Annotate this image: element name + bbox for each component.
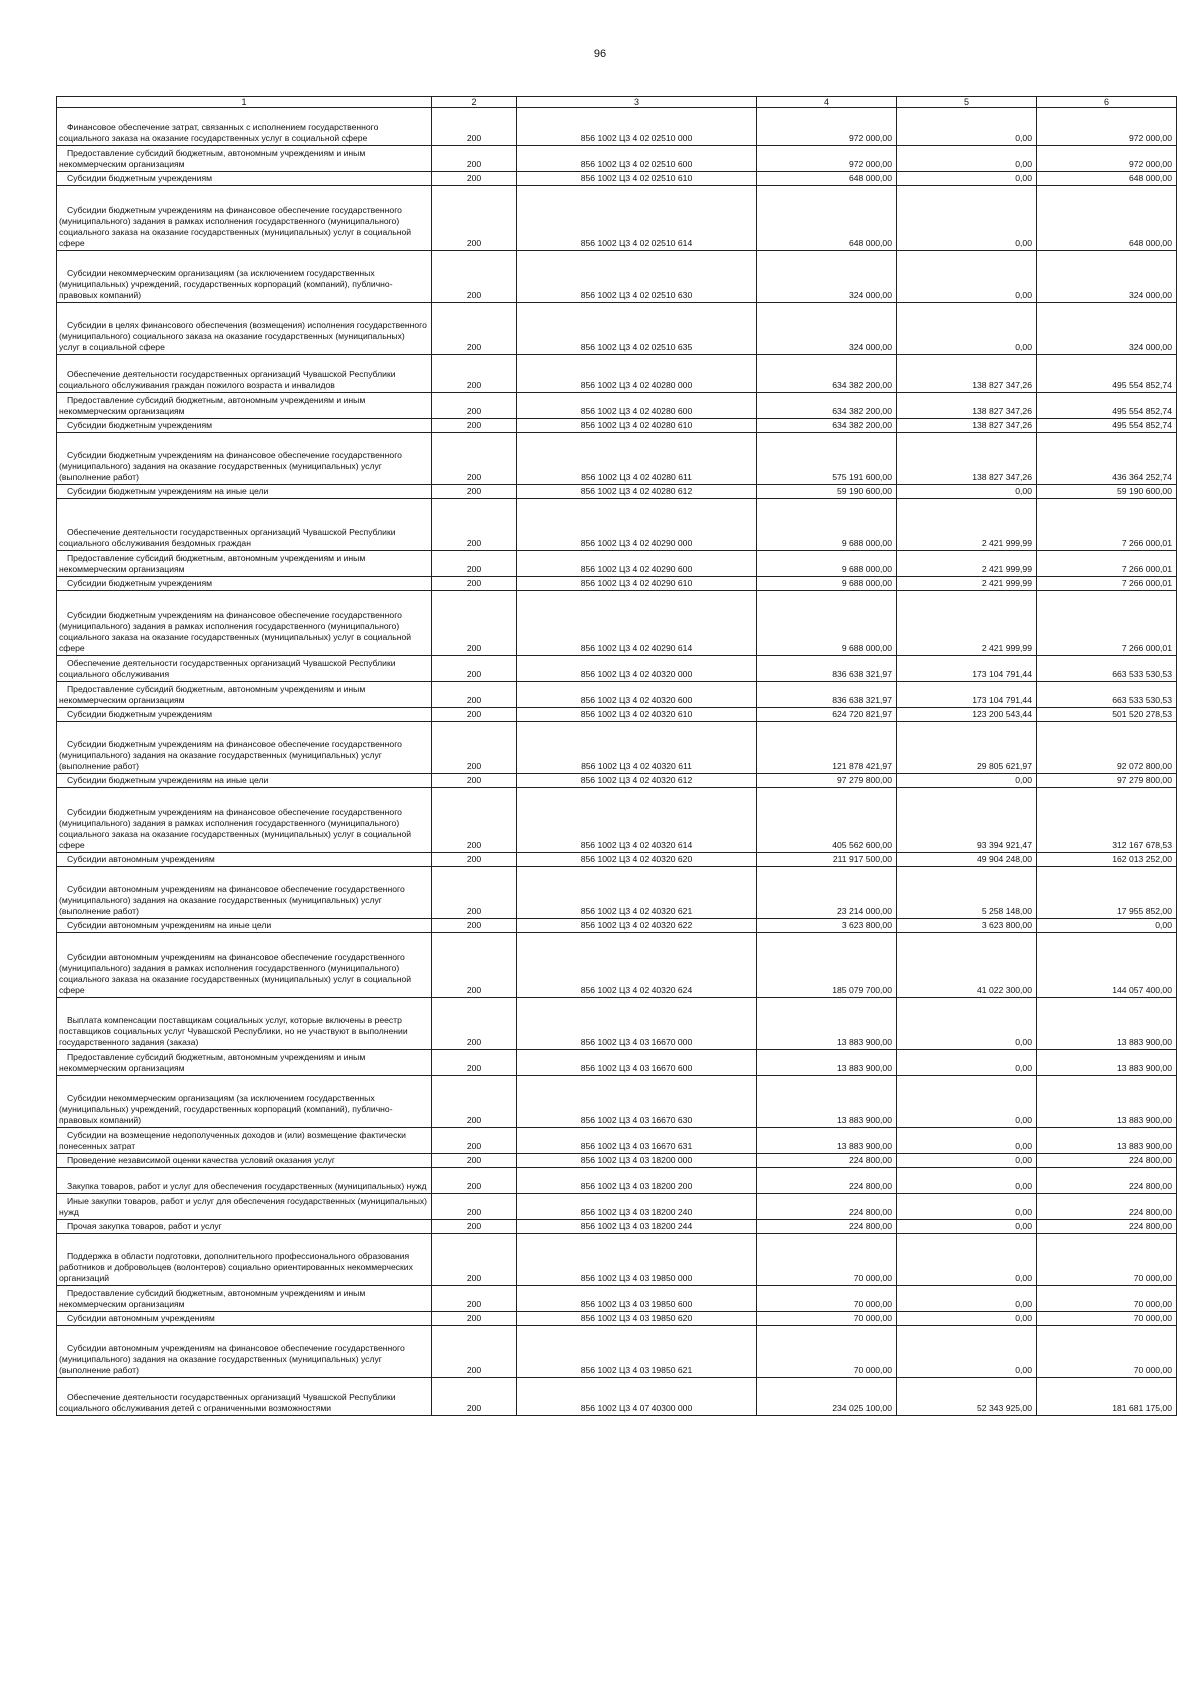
- table-row: [57, 774, 1177, 788]
- row-classification-cell: 856 1002 Ц3 4 02 40290 610: [517, 577, 757, 591]
- row-classification-cell: 856 1002 Ц3 4 02 02510 635: [517, 303, 757, 355]
- row-code-cell: 200: [432, 933, 517, 998]
- table-row: [57, 499, 1177, 551]
- row-classification-cell: 856 1002 Ц3 4 03 16670 000: [517, 998, 757, 1050]
- row-code-cell: 200: [432, 1050, 517, 1076]
- table-row: [57, 933, 1177, 998]
- row-classification-cell: 856 1002 Ц3 4 02 40320 620: [517, 853, 757, 867]
- row-remainder-cell: 13 883 900,00: [1037, 1050, 1177, 1076]
- table-row: [57, 656, 1177, 682]
- row-executed-cell: 93 394 921,47: [897, 788, 1037, 853]
- row-plan-cell: 648 000,00: [757, 186, 897, 251]
- row-executed-cell: 0,00: [897, 998, 1037, 1050]
- row-name-cell: Субсидии бюджетным учреждениям: [57, 419, 432, 433]
- row-executed-cell: 0,00: [897, 108, 1037, 146]
- row-plan-cell: 634 382 200,00: [757, 393, 897, 419]
- row-classification-cell: 856 1002 Ц3 4 02 40320 610: [517, 708, 757, 722]
- row-classification-cell: 856 1002 Ц3 4 03 16670 600: [517, 1050, 757, 1076]
- row-name-cell: Субсидии на возмещение недополученных доходов и (или) возмещение фактически понесенных затрат: [57, 1128, 432, 1154]
- row-name-cell: Прочая закупка товаров, работ и услуг: [57, 1220, 432, 1234]
- table-row: [57, 1076, 1177, 1128]
- row-remainder-cell: 324 000,00: [1037, 303, 1177, 355]
- row-plan-cell: 185 079 700,00: [757, 933, 897, 998]
- row-code-cell: 200: [432, 682, 517, 708]
- row-name-cell: Обеспечение деятельности государственных организаций Чувашской Республики социального обслуживания граждан пожилого возраста и инвалидов: [57, 355, 432, 393]
- row-plan-cell: 972 000,00: [757, 146, 897, 172]
- row-classification-cell: 856 1002 Ц3 4 02 40290 614: [517, 591, 757, 656]
- row-plan-cell: 121 878 421,97: [757, 722, 897, 774]
- row-name-cell: Субсидии бюджетным учреждениям на финансовое обеспечение государственного (муниципального) задания в рамках исполнения государственного (муниципального) социального заказа на оказание государственных (муниципальных) услуг в социальной сфере: [57, 186, 432, 251]
- row-code-cell: 200: [432, 722, 517, 774]
- row-executed-cell: 173 104 791,44: [897, 656, 1037, 682]
- row-name-cell: Субсидии бюджетным учреждениям на иные цели: [57, 485, 432, 499]
- row-name-cell: Предоставление субсидий бюджетным, автономным учреждениям и иным некоммерческим организациям: [57, 1286, 432, 1312]
- row-classification-cell: 856 1002 Ц3 4 02 02510 610: [517, 172, 757, 186]
- row-executed-cell: 0,00: [897, 1286, 1037, 1312]
- row-classification-cell: 856 1002 Ц3 4 02 40280 000: [517, 355, 757, 393]
- row-executed-cell: 0,00: [897, 1220, 1037, 1234]
- row-classification-cell: 856 1002 Ц3 4 03 18200 240: [517, 1194, 757, 1220]
- row-executed-cell: 2 421 999,99: [897, 591, 1037, 656]
- row-code-cell: 200: [432, 1220, 517, 1234]
- row-plan-cell: 211 917 500,00: [757, 853, 897, 867]
- row-name-cell: Иные закупки товаров, работ и услуг для обеспечения государственных (муниципальных) нужд: [57, 1194, 432, 1220]
- table-row: [57, 1286, 1177, 1312]
- row-executed-cell: 2 421 999,99: [897, 577, 1037, 591]
- table-row: [57, 146, 1177, 172]
- row-plan-cell: 224 800,00: [757, 1154, 897, 1168]
- page-number: 96: [593, 48, 607, 60]
- row-executed-cell: 138 827 347,26: [897, 355, 1037, 393]
- row-plan-cell: 324 000,00: [757, 251, 897, 303]
- row-remainder-cell: 501 520 278,53: [1037, 708, 1177, 722]
- row-remainder-cell: 13 883 900,00: [1037, 1128, 1177, 1154]
- row-remainder-cell: 495 554 852,74: [1037, 355, 1177, 393]
- table-row: [57, 485, 1177, 499]
- row-code-cell: 200: [432, 919, 517, 933]
- row-name-cell: Предоставление субсидий бюджетным, автономным учреждениям и иным некоммерческим организациям: [57, 1050, 432, 1076]
- table-row: [57, 708, 1177, 722]
- row-name-cell: Субсидии автономным учреждениям на иные цели: [57, 919, 432, 933]
- row-code-cell: 200: [432, 1154, 517, 1168]
- row-classification-cell: 856 1002 Ц3 4 03 18200 244: [517, 1220, 757, 1234]
- row-executed-cell: 0,00: [897, 186, 1037, 251]
- row-code-cell: 200: [432, 355, 517, 393]
- row-remainder-cell: 13 883 900,00: [1037, 998, 1177, 1050]
- row-code-cell: 200: [432, 146, 517, 172]
- row-name-cell: Субсидии бюджетным учреждениям: [57, 577, 432, 591]
- row-classification-cell: 856 1002 Ц3 4 02 02510 600: [517, 146, 757, 172]
- row-classification-cell: 856 1002 Ц3 4 03 19850 620: [517, 1312, 757, 1326]
- row-plan-cell: 70 000,00: [757, 1234, 897, 1286]
- row-code-cell: 200: [432, 1326, 517, 1378]
- row-plan-cell: 70 000,00: [757, 1286, 897, 1312]
- row-classification-cell: 856 1002 Ц3 4 02 40280 610: [517, 419, 757, 433]
- row-name-cell: Субсидии бюджетным учреждениям на финансовое обеспечение государственного (муниципального) задания в рамках исполнения государственного (муниципального) социального заказа на оказание государственных (муниципальных) услуг в социальной сфере: [57, 788, 432, 853]
- row-name-cell: Предоставление субсидий бюджетным, автономным учреждениям и иным некоммерческим организациям: [57, 551, 432, 577]
- table-row: [57, 419, 1177, 433]
- table-row: [57, 393, 1177, 419]
- row-classification-cell: 856 1002 Ц3 4 03 18200 000: [517, 1154, 757, 1168]
- row-remainder-cell: 972 000,00: [1037, 146, 1177, 172]
- row-remainder-cell: 97 279 800,00: [1037, 774, 1177, 788]
- row-code-cell: 200: [432, 1194, 517, 1220]
- table-row: [57, 1128, 1177, 1154]
- row-name-cell: Субсидии некоммерческим организациям (за исключением государственных (муниципальных) учреждений, государственных корпораций (компаний), публично-правовых компаний): [57, 251, 432, 303]
- row-remainder-cell: 181 681 175,00: [1037, 1378, 1177, 1416]
- row-classification-cell: 856 1002 Ц3 4 02 40320 612: [517, 774, 757, 788]
- row-classification-cell: 856 1002 Ц3 4 03 16670 631: [517, 1128, 757, 1154]
- row-remainder-cell: 324 000,00: [1037, 251, 1177, 303]
- row-remainder-cell: 224 800,00: [1037, 1154, 1177, 1168]
- row-plan-cell: 97 279 800,00: [757, 774, 897, 788]
- row-plan-cell: 13 883 900,00: [757, 1076, 897, 1128]
- row-classification-cell: 856 1002 Ц3 4 02 40320 622: [517, 919, 757, 933]
- header-cell: 5: [897, 97, 1037, 108]
- row-code-cell: 200: [432, 1378, 517, 1416]
- row-name-cell: Субсидии автономным учреждениям на финансовое обеспечение государственного (муниципального) задания на оказание государственных (муниципальных) услуг (выполнение работ): [57, 1326, 432, 1378]
- row-remainder-cell: 663 533 530,53: [1037, 656, 1177, 682]
- row-remainder-cell: 495 554 852,74: [1037, 393, 1177, 419]
- row-plan-cell: 70 000,00: [757, 1312, 897, 1326]
- row-plan-cell: 648 000,00: [757, 172, 897, 186]
- row-name-cell: Субсидии некоммерческим организациям (за исключением государственных (муниципальных) учреждений, государственных корпораций (компаний), публично-правовых компаний): [57, 1076, 432, 1128]
- row-executed-cell: 0,00: [897, 1154, 1037, 1168]
- table-row: [57, 1378, 1177, 1416]
- row-classification-cell: 856 1002 Ц3 4 02 40290 600: [517, 551, 757, 577]
- row-code-cell: 200: [432, 656, 517, 682]
- table-row: [57, 1312, 1177, 1326]
- row-name-cell: Проведение независимой оценки качества условий оказания услуг: [57, 1154, 432, 1168]
- row-name-cell: Предоставление субсидий бюджетным, автономным учреждениям и иным некоммерческим организациям: [57, 393, 432, 419]
- row-executed-cell: 0,00: [897, 1312, 1037, 1326]
- row-classification-cell: 856 1002 Ц3 4 02 40290 000: [517, 499, 757, 551]
- row-classification-cell: 856 1002 Ц3 4 02 40320 621: [517, 867, 757, 919]
- row-plan-cell: 224 800,00: [757, 1168, 897, 1194]
- row-executed-cell: 173 104 791,44: [897, 682, 1037, 708]
- row-executed-cell: 41 022 300,00: [897, 933, 1037, 998]
- row-name-cell: Субсидии бюджетным учреждениям: [57, 708, 432, 722]
- row-executed-cell: 0,00: [897, 1050, 1037, 1076]
- row-remainder-cell: 7 266 000,01: [1037, 551, 1177, 577]
- row-code-cell: 200: [432, 853, 517, 867]
- row-classification-cell: 856 1002 Ц3 4 02 02510 614: [517, 186, 757, 251]
- row-plan-cell: 23 214 000,00: [757, 867, 897, 919]
- row-classification-cell: 856 1002 Ц3 4 03 19850 000: [517, 1234, 757, 1286]
- row-plan-cell: 9 688 000,00: [757, 499, 897, 551]
- row-remainder-cell: 7 266 000,01: [1037, 591, 1177, 656]
- table-row: [57, 172, 1177, 186]
- row-remainder-cell: 7 266 000,01: [1037, 499, 1177, 551]
- row-code-cell: 200: [432, 1128, 517, 1154]
- row-executed-cell: 2 421 999,99: [897, 499, 1037, 551]
- row-executed-cell: 138 827 347,26: [897, 433, 1037, 485]
- header-cell: 2: [432, 97, 517, 108]
- row-classification-cell: 856 1002 Ц3 4 03 18200 200: [517, 1168, 757, 1194]
- row-code-cell: 200: [432, 774, 517, 788]
- row-name-cell: Субсидии бюджетным учреждениям: [57, 172, 432, 186]
- row-code-cell: 200: [432, 303, 517, 355]
- row-code-cell: 200: [432, 1234, 517, 1286]
- row-executed-cell: 49 904 248,00: [897, 853, 1037, 867]
- row-code-cell: 200: [432, 108, 517, 146]
- table-row: [57, 108, 1177, 146]
- row-remainder-cell: 224 800,00: [1037, 1194, 1177, 1220]
- header-cell: 4: [757, 97, 897, 108]
- table-row: [57, 682, 1177, 708]
- row-plan-cell: 972 000,00: [757, 108, 897, 146]
- row-plan-cell: 9 688 000,00: [757, 551, 897, 577]
- row-remainder-cell: 70 000,00: [1037, 1234, 1177, 1286]
- row-remainder-cell: 972 000,00: [1037, 108, 1177, 146]
- table-row: [57, 251, 1177, 303]
- row-plan-cell: 634 382 200,00: [757, 419, 897, 433]
- row-plan-cell: 9 688 000,00: [757, 577, 897, 591]
- row-code-cell: 200: [432, 1312, 517, 1326]
- table-row: [57, 433, 1177, 485]
- row-code-cell: 200: [432, 1286, 517, 1312]
- row-name-cell: Субсидии в целях финансового обеспечения (возмещения) исполнения государственного (муниципального) социального заказа на оказание государственных (муниципальных) услуг в социальной сфере: [57, 303, 432, 355]
- header-cell: 3: [517, 97, 757, 108]
- row-plan-cell: 13 883 900,00: [757, 1050, 897, 1076]
- header-cell: 1: [57, 97, 432, 108]
- row-plan-cell: 70 000,00: [757, 1326, 897, 1378]
- row-name-cell: Поддержка в области подготовки, дополнительного профессионального образования работников и добровольцев (волонтеров) социально ориентированных некоммерческих организаций: [57, 1234, 432, 1286]
- row-name-cell: Субсидии автономным учреждениям на финансовое обеспечение государственного (муниципального) задания на оказание государственных (муниципальных) услуг (выполнение работ): [57, 867, 432, 919]
- row-executed-cell: 3 623 800,00: [897, 919, 1037, 933]
- row-code-cell: 200: [432, 186, 517, 251]
- row-executed-cell: 52 343 925,00: [897, 1378, 1037, 1416]
- table-row: [57, 788, 1177, 853]
- row-remainder-cell: 70 000,00: [1037, 1326, 1177, 1378]
- row-name-cell: Обеспечение деятельности государственных организаций Чувашской Республики социального обслуживания бездомных граждан: [57, 499, 432, 551]
- row-plan-cell: 324 000,00: [757, 303, 897, 355]
- row-plan-cell: 13 883 900,00: [757, 998, 897, 1050]
- table-row: [57, 355, 1177, 393]
- row-plan-cell: 13 883 900,00: [757, 1128, 897, 1154]
- row-remainder-cell: 495 554 852,74: [1037, 419, 1177, 433]
- row-code-cell: 200: [432, 1168, 517, 1194]
- header-cell: 6: [1037, 97, 1177, 108]
- row-code-cell: 200: [432, 708, 517, 722]
- row-executed-cell: 5 258 148,00: [897, 867, 1037, 919]
- row-name-cell: Обеспечение деятельности государственных организаций Чувашской Республики социального обслуживания: [57, 656, 432, 682]
- row-name-cell: Закупка товаров, работ и услуг для обеспечения государственных (муниципальных) нужд: [57, 1168, 432, 1194]
- table-row: [57, 722, 1177, 774]
- row-name-cell: Выплата компенсации поставщикам социальных услуг, которые включены в реестр поставщиков социальных услуг Чувашской Республики, но не участвуют в выполнении государственного задания (заказа): [57, 998, 432, 1050]
- row-executed-cell: 0,00: [897, 303, 1037, 355]
- row-plan-cell: 9 688 000,00: [757, 591, 897, 656]
- table-row: [57, 998, 1177, 1050]
- row-classification-cell: 856 1002 Ц3 4 03 16670 630: [517, 1076, 757, 1128]
- row-executed-cell: 0,00: [897, 1128, 1037, 1154]
- row-plan-cell: 3 623 800,00: [757, 919, 897, 933]
- row-plan-cell: 59 190 600,00: [757, 485, 897, 499]
- row-code-cell: 200: [432, 788, 517, 853]
- row-remainder-cell: 648 000,00: [1037, 186, 1177, 251]
- row-plan-cell: 575 191 600,00: [757, 433, 897, 485]
- table-body: [57, 108, 1177, 1416]
- row-executed-cell: 123 200 543,44: [897, 708, 1037, 722]
- row-remainder-cell: 224 800,00: [1037, 1220, 1177, 1234]
- row-remainder-cell: 436 364 252,74: [1037, 433, 1177, 485]
- row-executed-cell: 0,00: [897, 172, 1037, 186]
- row-remainder-cell: 312 167 678,53: [1037, 788, 1177, 853]
- row-code-cell: 200: [432, 591, 517, 656]
- row-name-cell: Субсидии автономным учреждениям: [57, 1312, 432, 1326]
- row-remainder-cell: 224 800,00: [1037, 1168, 1177, 1194]
- row-code-cell: 200: [432, 867, 517, 919]
- table-row: [57, 853, 1177, 867]
- table-row: [57, 551, 1177, 577]
- table-row: [57, 1194, 1177, 1220]
- row-code-cell: 200: [432, 577, 517, 591]
- row-plan-cell: 224 800,00: [757, 1220, 897, 1234]
- row-classification-cell: 856 1002 Ц3 4 02 40280 611: [517, 433, 757, 485]
- row-code-cell: 200: [432, 499, 517, 551]
- row-name-cell: Субсидии автономным учреждениям на финансовое обеспечение государственного (муниципального) задания в рамках исполнения государственного (муниципального) социального заказа на оказание государственных (муниципальных) услуг в социальной сфере: [57, 933, 432, 998]
- row-remainder-cell: 70 000,00: [1037, 1286, 1177, 1312]
- row-code-cell: 200: [432, 551, 517, 577]
- row-code-cell: 200: [432, 172, 517, 186]
- row-classification-cell: 856 1002 Ц3 4 02 02510 000: [517, 108, 757, 146]
- row-plan-cell: 634 382 200,00: [757, 355, 897, 393]
- row-executed-cell: 0,00: [897, 1194, 1037, 1220]
- table-row: [57, 919, 1177, 933]
- row-plan-cell: 224 800,00: [757, 1194, 897, 1220]
- row-remainder-cell: 17 955 852,00: [1037, 867, 1177, 919]
- table-row: [57, 1050, 1177, 1076]
- row-plan-cell: 836 638 321,97: [757, 656, 897, 682]
- row-remainder-cell: 0,00: [1037, 919, 1177, 933]
- row-code-cell: 200: [432, 393, 517, 419]
- row-plan-cell: 405 562 600,00: [757, 788, 897, 853]
- row-name-cell: Предоставление субсидий бюджетным, автономным учреждениям и иным некоммерческим организациям: [57, 146, 432, 172]
- table-row: [57, 591, 1177, 656]
- row-executed-cell: 138 827 347,26: [897, 419, 1037, 433]
- row-executed-cell: 29 805 621,97: [897, 722, 1037, 774]
- row-classification-cell: 856 1002 Ц3 4 02 40320 611: [517, 722, 757, 774]
- table-row: [57, 867, 1177, 919]
- row-code-cell: 200: [432, 433, 517, 485]
- row-classification-cell: 856 1002 Ц3 4 02 40320 000: [517, 656, 757, 682]
- row-executed-cell: 0,00: [897, 146, 1037, 172]
- table-row: [57, 577, 1177, 591]
- budget-table: [56, 96, 1177, 1416]
- row-remainder-cell: 663 533 530,53: [1037, 682, 1177, 708]
- row-name-cell: Обеспечение деятельности государственных организаций Чувашской Республики социального обслуживания детей с ограниченными возможностями: [57, 1378, 432, 1416]
- row-name-cell: Субсидии бюджетным учреждениям на финансовое обеспечение государственного (муниципального) задания на оказание государственных (муниципальных) услуг (выполнение работ): [57, 722, 432, 774]
- row-classification-cell: 856 1002 Ц3 4 02 40320 624: [517, 933, 757, 998]
- table-row: [57, 1168, 1177, 1194]
- row-plan-cell: 234 025 100,00: [757, 1378, 897, 1416]
- row-executed-cell: 0,00: [897, 1076, 1037, 1128]
- header-row: [57, 97, 1177, 108]
- row-name-cell: Предоставление субсидий бюджетным, автономным учреждениям и иным некоммерческим организациям: [57, 682, 432, 708]
- row-name-cell: Субсидии автономным учреждениям: [57, 853, 432, 867]
- row-classification-cell: 856 1002 Ц3 4 07 40300 000: [517, 1378, 757, 1416]
- row-executed-cell: 138 827 347,26: [897, 393, 1037, 419]
- row-executed-cell: 0,00: [897, 1168, 1037, 1194]
- row-code-cell: 200: [432, 485, 517, 499]
- row-executed-cell: 0,00: [897, 774, 1037, 788]
- table-row: [57, 186, 1177, 251]
- row-code-cell: 200: [432, 1076, 517, 1128]
- row-executed-cell: 0,00: [897, 1234, 1037, 1286]
- row-classification-cell: 856 1002 Ц3 4 03 19850 621: [517, 1326, 757, 1378]
- row-remainder-cell: 59 190 600,00: [1037, 485, 1177, 499]
- table-row: [57, 1234, 1177, 1286]
- row-executed-cell: 0,00: [897, 485, 1037, 499]
- row-remainder-cell: 70 000,00: [1037, 1312, 1177, 1326]
- row-remainder-cell: 144 057 400,00: [1037, 933, 1177, 998]
- row-classification-cell: 856 1002 Ц3 4 02 40280 612: [517, 485, 757, 499]
- row-classification-cell: 856 1002 Ц3 4 02 40280 600: [517, 393, 757, 419]
- row-classification-cell: 856 1002 Ц3 4 02 40320 600: [517, 682, 757, 708]
- row-remainder-cell: 13 883 900,00: [1037, 1076, 1177, 1128]
- row-name-cell: Субсидии бюджетным учреждениям на финансовое обеспечение государственного (муниципального) задания в рамках исполнения государственного (муниципального) социального заказа на оказание государственных (муниципальных) услуг в социальной сфере: [57, 591, 432, 656]
- table-row: [57, 1154, 1177, 1168]
- row-executed-cell: 0,00: [897, 251, 1037, 303]
- row-code-cell: 200: [432, 251, 517, 303]
- row-name-cell: Финансовое обеспечение затрат, связанных с исполнением государственного социального заказа на оказание государственных услуг в социальной сфере: [57, 108, 432, 146]
- row-name-cell: Субсидии бюджетным учреждениям на финансовое обеспечение государственного (муниципального) задания на оказание государственных (муниципальных) услуг (выполнение работ): [57, 433, 432, 485]
- row-code-cell: 200: [432, 419, 517, 433]
- row-classification-cell: 856 1002 Ц3 4 03 19850 600: [517, 1286, 757, 1312]
- row-remainder-cell: 7 266 000,01: [1037, 577, 1177, 591]
- row-remainder-cell: 92 072 800,00: [1037, 722, 1177, 774]
- row-executed-cell: 2 421 999,99: [897, 551, 1037, 577]
- row-remainder-cell: 648 000,00: [1037, 172, 1177, 186]
- row-plan-cell: 624 720 821,97: [757, 708, 897, 722]
- row-classification-cell: 856 1002 Ц3 4 02 40320 614: [517, 788, 757, 853]
- row-remainder-cell: 162 013 252,00: [1037, 853, 1177, 867]
- row-classification-cell: 856 1002 Ц3 4 02 02510 630: [517, 251, 757, 303]
- row-name-cell: Субсидии бюджетным учреждениям на иные цели: [57, 774, 432, 788]
- table-row: [57, 303, 1177, 355]
- row-executed-cell: 0,00: [897, 1326, 1037, 1378]
- table-row: [57, 1220, 1177, 1234]
- row-code-cell: 200: [432, 998, 517, 1050]
- table-row: [57, 1326, 1177, 1378]
- row-plan-cell: 836 638 321,97: [757, 682, 897, 708]
